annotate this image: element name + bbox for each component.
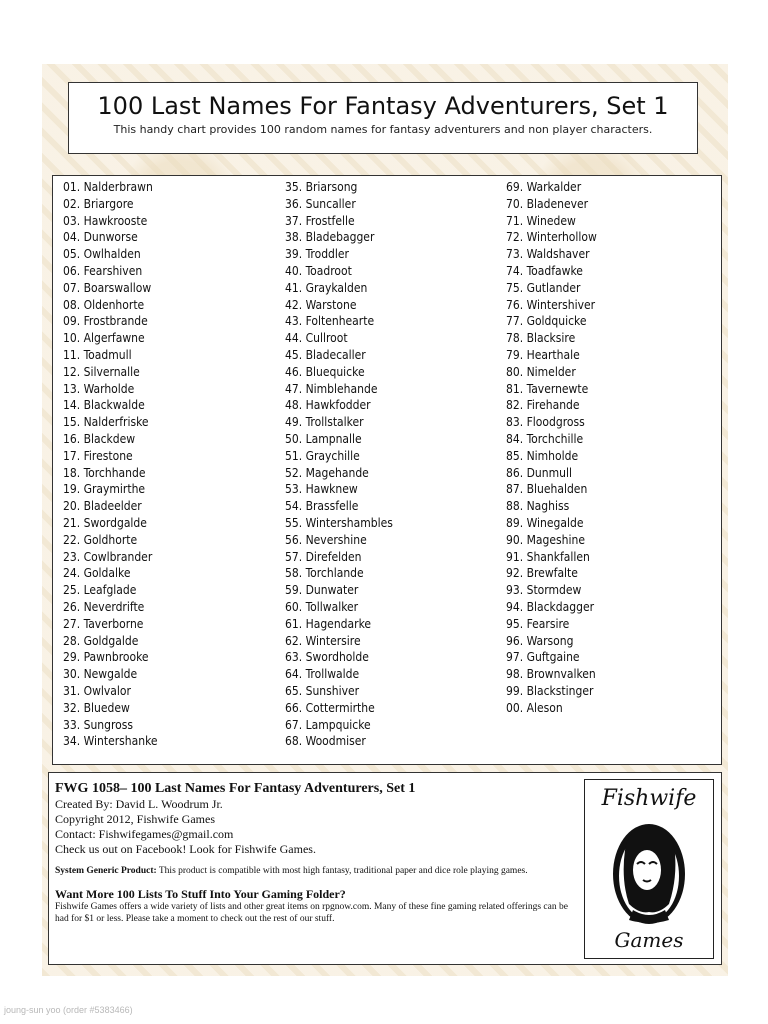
- name-entry: 20. Bladeelder: [63, 499, 142, 514]
- name-entry: 47. Nimblehande: [285, 381, 378, 396]
- name-entry: 67. Lampquicke: [285, 717, 371, 732]
- order-watermark: joung-sun yoo (order #5383466): [4, 1005, 133, 1015]
- name-entry: 17. Firestone: [63, 448, 133, 463]
- name-entry: 68. Woodmiser: [285, 734, 366, 749]
- name-entry: 76. Wintershiver: [506, 297, 596, 312]
- logo-top-text: Fishwife: [601, 786, 697, 811]
- name-entry: 62. Wintersire: [285, 633, 361, 648]
- names-column-1: [63, 179, 273, 750]
- created-by: Created By: David L. Woodrum Jr.: [55, 797, 223, 811]
- name-entry: 74. Toadfawke: [506, 263, 583, 278]
- name-entry: 23. Cowlbrander: [63, 549, 153, 564]
- name-entry: 69. Warkalder: [506, 180, 582, 194]
- name-entry: 31. Owlvalor: [63, 683, 131, 698]
- name-entry: 03. Hawkrooste: [63, 213, 148, 228]
- name-entry: 22. Goldhorte: [63, 532, 138, 547]
- name-entry: 63. Swordholde: [285, 650, 369, 665]
- name-entry: 51. Graychille: [285, 448, 360, 463]
- system-text: This product is compatible with most high fantasy, traditional paper and dice role playing games.: [156, 866, 528, 876]
- name-entry: 18. Torchhande: [63, 465, 146, 480]
- name-entry: 50. Lampnalle: [285, 431, 362, 446]
- name-entry: 29. Pawnbrooke: [63, 650, 149, 665]
- name-entry: 48. Hawkfodder: [285, 398, 371, 413]
- name-entry: 14. Blackwalde: [63, 398, 145, 413]
- names-column-3: [506, 179, 716, 717]
- name-entry: 82. Firehande: [506, 398, 580, 413]
- name-entry: 00. Aleson: [506, 700, 563, 715]
- name-entry: 65. Sunshiver: [285, 683, 360, 698]
- name-entry: 92. Brewfalte: [506, 566, 578, 581]
- want-more-text: Fishwife Games offers a wide variety of lists and other great items on rpgnow.com. Many of these fine gaming related offerings can be had for $1 or less. Please take a moment to check out the rest of our stuff.: [55, 902, 568, 924]
- name-entry: 66. Cottermirthe: [285, 700, 375, 715]
- name-entry: 78. Blacksire: [506, 331, 576, 346]
- name-entry: 39. Troddler: [285, 247, 349, 262]
- name-entry: 08. Oldenhorte: [63, 297, 145, 312]
- name-entry: 33. Sungross: [63, 717, 134, 732]
- name-entry: 91. Shankfallen: [506, 549, 590, 564]
- name-entry: 26. Neverdrifte: [63, 599, 145, 614]
- product-info-text: [55, 780, 575, 925]
- name-entry: 96. Warsong: [506, 633, 574, 648]
- name-entry: 27. Taverborne: [63, 616, 144, 631]
- system-label: System Generic Product:: [55, 866, 157, 876]
- names-column-2: [285, 179, 495, 750]
- name-entry: 34. Wintershanke: [63, 734, 158, 749]
- name-entry: 79. Hearthale: [506, 347, 580, 362]
- system-note: [55, 865, 575, 877]
- name-entry: 49. Trollstalker: [285, 415, 364, 430]
- logo-bottom-text: Games: [614, 928, 684, 952]
- name-entry: 54. Brassfelle: [285, 499, 359, 514]
- product-info-box: [48, 772, 722, 965]
- name-entry: 58. Torchlande: [285, 566, 364, 581]
- name-entry: 56. Nevershine: [285, 532, 367, 547]
- want-more-title: Want More 100 Lists To Stuff Into Your Gaming Folder?: [55, 887, 346, 901]
- name-entry: 30. Newgalde: [63, 667, 138, 682]
- name-entry: 36. Suncaller: [285, 196, 356, 211]
- name-entry: 06. Fearshiven: [63, 263, 143, 278]
- name-entry: 09. Frostbrande: [63, 314, 148, 329]
- name-entry: 37. Frostfelle: [285, 213, 355, 228]
- name-entry: 43. Foltenhearte: [285, 314, 375, 329]
- name-entry: 84. Torchchille: [506, 431, 584, 446]
- name-entry: 21. Swordgalde: [63, 515, 147, 530]
- name-entry: 01. Nalderbrawn: [63, 180, 153, 194]
- name-entry: 10. Algerfawne: [63, 331, 145, 346]
- name-entry: 59. Dunwater: [285, 583, 359, 598]
- name-entry: 77. Goldquicke: [506, 314, 587, 329]
- copyright: Copyright 2012, Fishwife Games: [55, 812, 215, 826]
- page-subtitle: This handy chart provides 100 random names for fantasy adventurers and non player characters.: [113, 123, 653, 136]
- name-entry: 19. Graymirthe: [63, 482, 146, 497]
- name-entry: 75. Gutlander: [506, 280, 581, 295]
- name-entry: 80. Nimelder: [506, 364, 576, 379]
- name-entry: 35. Briarsong: [285, 180, 358, 194]
- name-entry: 42. Warstone: [285, 297, 357, 312]
- name-entry: 41. Graykalden: [285, 280, 368, 295]
- name-entry: 25. Leafglade: [63, 583, 137, 598]
- name-entry: 71. Winedew: [506, 213, 576, 228]
- name-entry: 64. Trollwalde: [285, 667, 360, 682]
- name-entry: 07. Boarswallow: [63, 280, 152, 295]
- names-list-box: [52, 175, 722, 765]
- name-entry: 24. Goldalke: [63, 566, 131, 581]
- name-entry: 46. Bluequicke: [285, 364, 365, 379]
- fishwife-games-logo: [584, 779, 714, 959]
- name-entry: 97. Guftgaine: [506, 650, 580, 665]
- name-entry: 86. Dunmull: [506, 465, 572, 480]
- facebook-note: Check us out on Facebook! Look for Fishwife Games.: [55, 842, 316, 856]
- name-entry: 88. Naghiss: [506, 499, 570, 514]
- name-entry: 94. Blackdagger: [506, 599, 595, 614]
- page-title: 100 Last Names For Fantasy Adventurers, Set 1: [97, 92, 669, 120]
- name-entry: 87. Bluehalden: [506, 482, 588, 497]
- product-title: FWG 1058– 100 Last Names For Fantasy Adventurers, Set 1: [55, 781, 416, 796]
- name-entry: 04. Dunworse: [63, 230, 138, 245]
- name-entry: 99. Blackstinger: [506, 683, 594, 698]
- name-entry: 45. Bladecaller: [285, 347, 366, 362]
- name-entry: 53. Hawknew: [285, 482, 358, 497]
- name-entry: 12. Silvernalle: [63, 364, 140, 379]
- name-entry: 15. Nalderfriske: [63, 415, 149, 430]
- name-entry: 32. Bluedew: [63, 700, 130, 715]
- name-entry: 11. Toadmull: [63, 347, 132, 362]
- name-entry: 90. Mageshine: [506, 532, 585, 547]
- name-entry: 93. Stormdew: [506, 583, 582, 598]
- title-box: [68, 82, 698, 154]
- contact: Contact: Fishwifegames@gmail.com: [55, 827, 234, 841]
- name-entry: 83. Floodgross: [506, 415, 585, 430]
- name-entry: 55. Wintershambles: [285, 515, 393, 530]
- name-entry: 72. Winterhollow: [506, 230, 597, 245]
- name-entry: 61. Hagendarke: [285, 616, 372, 631]
- name-entry: 40. Toadroot: [285, 263, 352, 278]
- name-entry: 73. Waldshaver: [506, 247, 590, 262]
- name-entry: 02. Briargore: [63, 196, 134, 211]
- name-entry: 95. Fearsire: [506, 616, 570, 631]
- name-entry: 28. Goldgalde: [63, 633, 139, 648]
- name-entry: 98. Brownvalken: [506, 667, 596, 682]
- name-entry: 70. Bladenever: [506, 196, 589, 211]
- name-entry: 05. Owlhalden: [63, 247, 141, 262]
- name-entry: 60. Tollwalker: [285, 599, 359, 614]
- name-entry: 81. Tavernewte: [506, 381, 589, 396]
- name-entry: 38. Bladebagger: [285, 230, 375, 245]
- name-entry: 85. Nimholde: [506, 448, 579, 463]
- name-entry: 52. Magehande: [285, 465, 369, 480]
- name-entry: 16. Blackdew: [63, 431, 136, 446]
- name-entry: 89. Winegalde: [506, 515, 584, 530]
- name-entry: 57. Direfelden: [285, 549, 362, 564]
- name-entry: 44. Cullroot: [285, 331, 348, 346]
- name-entry: 13. Warholde: [63, 381, 135, 396]
